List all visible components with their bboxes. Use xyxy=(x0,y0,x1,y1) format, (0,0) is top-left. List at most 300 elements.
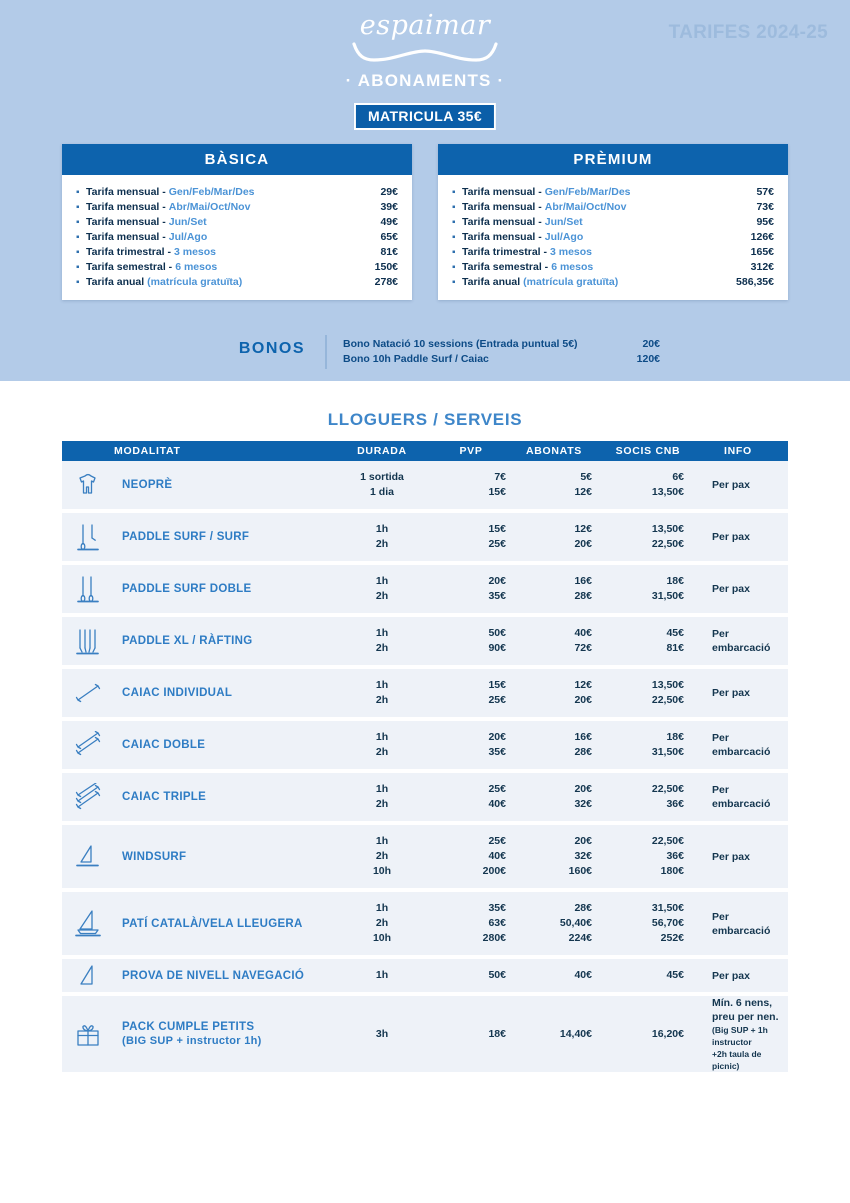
plan-price: 278€ xyxy=(374,275,398,288)
plan-price: 586,35€ xyxy=(736,275,774,288)
table-row xyxy=(62,565,788,613)
durada-value: 10h xyxy=(372,865,392,877)
pvp-value: 63€ xyxy=(488,917,506,929)
socis-cnb-value: 36€ xyxy=(666,850,684,862)
pvp-value: 25€ xyxy=(488,835,506,847)
pvp-value: 280€ xyxy=(482,932,506,944)
socis-cnb-value: 31,50€ xyxy=(651,746,684,758)
bonos-prices xyxy=(600,337,660,367)
card-basica-rows xyxy=(62,175,412,300)
plan-price: 73€ xyxy=(756,200,774,213)
abonats-cell xyxy=(510,825,598,888)
plan-price: 29€ xyxy=(380,185,398,198)
durada-cell xyxy=(332,721,432,769)
table-row xyxy=(62,959,788,992)
table-row xyxy=(62,825,788,888)
modality-name: PATÍ CATALÀ/VELA LLEUGERA xyxy=(122,917,303,930)
bullet-icon: ▪ xyxy=(452,261,456,273)
abonats-cell xyxy=(510,892,598,955)
modality-name: NEOPRÈ xyxy=(122,479,173,491)
plan-price: 95€ xyxy=(756,215,774,228)
pvp-cell xyxy=(432,617,510,665)
abonats-cell xyxy=(510,996,598,1072)
durada-cell xyxy=(332,669,432,717)
info-cell xyxy=(698,565,788,613)
socis-cnb-cell xyxy=(598,825,698,888)
info-cell xyxy=(698,996,788,1072)
plan-label: Tarifa trimestral - xyxy=(86,245,171,258)
durada-value: 2h xyxy=(375,850,389,862)
wave-icon xyxy=(350,40,500,64)
durada-cell xyxy=(332,825,432,888)
card-premium-title: PRÈMIUM xyxy=(438,144,788,175)
durada-value: 1h xyxy=(375,679,389,691)
plan-sub: Gen/Feb/Mar/Des xyxy=(544,185,631,198)
bullet-icon: ▪ xyxy=(76,261,80,273)
socis-cnb-cell xyxy=(598,996,698,1072)
modality-cell xyxy=(114,565,332,613)
pvp-value: 35€ xyxy=(488,902,506,914)
pvp-cell xyxy=(432,996,510,1072)
abonats-value: 12€ xyxy=(574,486,592,498)
info-cell xyxy=(698,892,788,955)
abonats-value: 32€ xyxy=(574,798,592,810)
card-premium-rows xyxy=(438,175,788,300)
info-note: (Big SUP + 1h instructor +2h taula de picnic) xyxy=(712,1025,768,1071)
modality-name: PROVA DE NIVELL NAVEGACIÓ xyxy=(122,969,305,982)
socis-cnb-value: 45€ xyxy=(666,969,684,981)
modality-name: PACK CUMPLE PETITS (BIG SUP + instructor 1h) xyxy=(122,1021,262,1047)
durada-cell xyxy=(332,959,432,992)
plan-row xyxy=(76,199,398,214)
plan-sub: 6 mesos xyxy=(175,260,218,273)
abonats-value: 32€ xyxy=(574,850,592,862)
table-row xyxy=(62,461,788,509)
pvp-value: 50€ xyxy=(488,627,506,639)
durada-value: 2h xyxy=(375,694,389,706)
pvp-value: 20€ xyxy=(488,731,506,743)
services-table-header xyxy=(62,441,788,461)
durada-cell xyxy=(332,892,432,955)
socis-cnb-value: 13,50€ xyxy=(651,523,684,535)
socis-cnb-value: 180€ xyxy=(660,865,684,877)
abonats-value: 160€ xyxy=(568,865,592,877)
plan-sub: Abr/Mai/Oct/Nov xyxy=(168,200,251,213)
plan-price: 49€ xyxy=(380,215,398,228)
pvp-value: 15€ xyxy=(488,486,506,498)
windsurf-icon xyxy=(62,825,114,888)
plan-sub: (matrícula gratuïta) xyxy=(147,275,243,288)
modality-name: PADDLE SURF DOBLE xyxy=(122,583,252,595)
bullet-icon: ▪ xyxy=(76,231,80,243)
bonos-item-price: 120€ xyxy=(636,353,660,365)
durada-cell xyxy=(332,996,432,1072)
pvp-cell xyxy=(432,461,510,509)
durada-cell xyxy=(332,773,432,821)
pvp-cell xyxy=(432,513,510,561)
abonats-cell xyxy=(510,721,598,769)
durada-cell xyxy=(332,513,432,561)
paddle-xl-icon xyxy=(62,617,114,665)
info-text: Per embarcació xyxy=(712,732,771,758)
column-header-pvp: PVP xyxy=(459,445,483,457)
plan-label: Tarifa mensual - xyxy=(462,200,542,213)
plan-sub: Gen/Feb/Mar/Des xyxy=(168,185,255,198)
socis-cnb-cell xyxy=(598,513,698,561)
sail-test-icon xyxy=(62,959,114,992)
plan-price: 81€ xyxy=(380,245,398,258)
abonats-cell xyxy=(510,617,598,665)
plan-sub: 3 mesos xyxy=(550,245,593,258)
durada-value: 2h xyxy=(375,590,389,602)
durada-value: 1 sortida xyxy=(360,471,404,483)
table-row xyxy=(62,721,788,769)
tarifes-year-label: TARIFES 2024-25 xyxy=(668,22,828,43)
abonats-value: 20€ xyxy=(574,538,592,550)
info-cell xyxy=(698,513,788,561)
pvp-cell xyxy=(432,773,510,821)
info-text: Per pax xyxy=(712,479,750,491)
abonats-value: 28€ xyxy=(574,902,592,914)
bullet-icon: ▪ xyxy=(452,231,456,243)
header-band xyxy=(0,0,850,381)
modality-cell xyxy=(114,996,332,1072)
modality-cell xyxy=(114,669,332,717)
abonats-value: 50,40€ xyxy=(559,917,592,929)
plan-sub: 3 mesos xyxy=(174,245,217,258)
abonats-value: 28€ xyxy=(574,590,592,602)
modality-name: WINDSURF xyxy=(122,850,187,863)
pvp-value: 35€ xyxy=(488,746,506,758)
socis-cnb-value: 13,50€ xyxy=(651,679,684,691)
column-header-info: INFO xyxy=(724,445,752,457)
pvp-value: 90€ xyxy=(488,642,506,654)
gift-icon xyxy=(62,996,114,1072)
socis-cnb-value: 36€ xyxy=(666,798,684,810)
socis-cnb-cell xyxy=(598,773,698,821)
pvp-value: 25€ xyxy=(488,694,506,706)
durada-value: 2h xyxy=(375,917,389,929)
durada-value: 1h xyxy=(375,835,389,847)
socis-cnb-value: 31,50€ xyxy=(651,902,684,914)
bullet-icon: ▪ xyxy=(76,201,80,213)
services-rows xyxy=(62,461,788,1072)
info-cell xyxy=(698,617,788,665)
durada-value: 2h xyxy=(375,642,389,654)
bonos-label: BONOS xyxy=(238,340,305,357)
info-text: Per pax xyxy=(712,531,750,543)
plan-row xyxy=(452,229,774,244)
plan-row xyxy=(76,259,398,274)
plan-row xyxy=(76,184,398,199)
bullet-icon: ▪ xyxy=(452,246,456,258)
bullet-icon: ▪ xyxy=(452,186,456,198)
socis-cnb-cell xyxy=(598,892,698,955)
card-premium xyxy=(438,144,788,300)
paddle-surf-icon xyxy=(62,513,114,561)
pvp-cell xyxy=(432,669,510,717)
plan-label: Tarifa mensual - xyxy=(462,230,542,243)
plan-row xyxy=(76,274,398,289)
pvp-value: 200€ xyxy=(482,865,506,877)
abonats-value: 40€ xyxy=(574,627,592,639)
table-row xyxy=(62,513,788,561)
info-cell xyxy=(698,461,788,509)
pvp-cell xyxy=(432,721,510,769)
plan-row xyxy=(452,274,774,289)
abonats-value: 14,40€ xyxy=(559,1027,592,1040)
plan-price: 57€ xyxy=(756,185,774,198)
column-header-abonats: ABONATS xyxy=(525,445,583,457)
pvp-cell xyxy=(432,825,510,888)
modality-cell xyxy=(114,461,332,509)
paddle-surf-doble-icon xyxy=(62,565,114,613)
durada-value: 2h xyxy=(375,538,389,550)
abonats-value: 224€ xyxy=(568,932,592,944)
socis-cnb-value: 22,50€ xyxy=(651,835,684,847)
info-cell xyxy=(698,669,788,717)
plan-row xyxy=(76,214,398,229)
socis-cnb-cell xyxy=(598,669,698,717)
abonats-value: 16€ xyxy=(574,731,592,743)
plan-sub: 6 mesos xyxy=(551,260,594,273)
info-text: Per pax xyxy=(712,583,750,595)
pvp-value: 25€ xyxy=(488,783,506,795)
bullet-icon: ▪ xyxy=(76,276,80,288)
plan-label: Tarifa mensual - xyxy=(86,185,166,198)
modality-name: CAIAC DOBLE xyxy=(122,739,206,751)
plan-sub: Jul/Ago xyxy=(544,230,584,243)
durada-value: 1h xyxy=(375,969,389,981)
plan-row xyxy=(76,244,398,259)
plan-label: Tarifa semestral - xyxy=(86,260,173,273)
kayak-individual-icon xyxy=(62,669,114,717)
bullet-icon: ▪ xyxy=(76,246,80,258)
socis-cnb-value: 6€ xyxy=(672,471,684,483)
plan-price: 65€ xyxy=(380,230,398,243)
kayak-triple-icon xyxy=(62,773,114,821)
modality-cell xyxy=(114,721,332,769)
bullet-icon: ▪ xyxy=(452,276,456,288)
modality-name: PADDLE SURF / SURF xyxy=(122,531,250,543)
abonats-value: 28€ xyxy=(574,746,592,758)
durada-value: 10h xyxy=(372,932,392,944)
bullet-icon: ▪ xyxy=(452,216,456,228)
durada-value: 1h xyxy=(375,783,389,795)
modality-cell xyxy=(114,825,332,888)
plan-sub: Abr/Mai/Oct/Nov xyxy=(544,200,627,213)
plan-label: Tarifa anual xyxy=(462,275,521,288)
socis-cnb-value: 81€ xyxy=(666,642,684,654)
modality-cell xyxy=(114,892,332,955)
matricula-badge: MATRICULA 35€ xyxy=(354,103,496,130)
modality-cell xyxy=(114,617,332,665)
plan-sub: (matrícula gratuïta) xyxy=(523,275,619,288)
bonos-item-name: Bono Natació 10 sessions (Entrada puntual 5€) xyxy=(343,338,578,350)
table-row xyxy=(62,996,788,1072)
info-cell xyxy=(698,773,788,821)
plan-price: 126€ xyxy=(750,230,774,243)
services-title: LLOGUERS / SERVEIS xyxy=(327,410,523,429)
socis-cnb-cell xyxy=(598,461,698,509)
socis-cnb-cell xyxy=(598,617,698,665)
socis-cnb-value: 18€ xyxy=(666,575,684,587)
abonats-value: 20€ xyxy=(574,835,592,847)
durada-value: 1h xyxy=(375,575,389,587)
plan-label: Tarifa mensual - xyxy=(86,215,166,228)
abonats-cell xyxy=(510,773,598,821)
table-row xyxy=(62,773,788,821)
info-cell xyxy=(698,721,788,769)
bonos-divider xyxy=(325,335,327,369)
info-text: Per embarcació xyxy=(712,628,771,654)
abonats-cell xyxy=(510,461,598,509)
abonats-value: 20€ xyxy=(574,783,592,795)
section-title-abonaments: · ABONAMENTS · xyxy=(345,71,505,90)
abonats-cell xyxy=(510,669,598,717)
info-text: Per embarcació xyxy=(712,784,771,810)
bullet-icon: ▪ xyxy=(452,201,456,213)
card-basica xyxy=(62,144,412,300)
table-row xyxy=(62,617,788,665)
info-cell xyxy=(698,959,788,992)
plan-price: 312€ xyxy=(750,260,774,273)
durada-cell xyxy=(332,565,432,613)
modality-name: CAIAC TRIPLE xyxy=(122,791,207,803)
bullet-icon: ▪ xyxy=(76,216,80,228)
socis-cnb-value: 13,50€ xyxy=(651,486,684,498)
abonats-cell xyxy=(510,959,598,992)
plan-label: Tarifa mensual - xyxy=(462,215,542,228)
pvp-cell xyxy=(432,959,510,992)
services-table xyxy=(62,441,788,1076)
socis-cnb-value: 45€ xyxy=(666,627,684,639)
plan-label: Tarifa mensual - xyxy=(462,185,542,198)
info-text: Mín. 6 nens, preu per nen. xyxy=(712,997,779,1023)
pvp-value: 35€ xyxy=(488,590,506,602)
info-text: Per pax xyxy=(712,687,750,699)
durada-value: 1h xyxy=(375,523,389,535)
bullet-icon: ▪ xyxy=(76,186,80,198)
socis-cnb-value: 22,50€ xyxy=(651,783,684,795)
plan-row xyxy=(452,199,774,214)
plan-row xyxy=(76,229,398,244)
wetsuit-icon xyxy=(62,461,114,509)
socis-cnb-value: 56,70€ xyxy=(651,917,684,929)
plan-row xyxy=(452,259,774,274)
modality-cell xyxy=(114,959,332,992)
plan-price: 150€ xyxy=(374,260,398,273)
info-cell xyxy=(698,825,788,888)
bonos-item-name: Bono 10h Paddle Surf / Caiac xyxy=(343,353,489,365)
plan-label: Tarifa mensual - xyxy=(86,200,166,213)
pvp-value: 20€ xyxy=(488,575,506,587)
column-header-socis-cnb: SOCIS CNB xyxy=(615,445,681,457)
abonats-value: 40€ xyxy=(574,969,592,981)
plan-label: Tarifa anual xyxy=(86,275,145,288)
socis-cnb-value: 252€ xyxy=(660,932,684,944)
plan-price: 39€ xyxy=(380,200,398,213)
info-text: Per embarcació xyxy=(712,910,771,937)
plan-sub: Jun/Set xyxy=(544,215,583,228)
abonats-value: 5€ xyxy=(580,471,592,483)
plan-label: Tarifa trimestral - xyxy=(462,245,547,258)
durada-value: 2h xyxy=(375,746,389,758)
pvp-value: 15€ xyxy=(488,523,506,535)
pvp-cell xyxy=(432,892,510,955)
bonos-section xyxy=(0,333,850,377)
durada-value: 1h xyxy=(375,902,389,914)
durada-cell xyxy=(332,617,432,665)
plan-row xyxy=(452,244,774,259)
socis-cnb-value: 18€ xyxy=(666,731,684,743)
card-basica-title: BÀSICA xyxy=(62,144,412,175)
abonats-cell xyxy=(510,513,598,561)
pvp-value: 7€ xyxy=(494,471,506,483)
abonats-value: 12€ xyxy=(574,523,592,535)
table-row xyxy=(62,669,788,717)
plan-label: Tarifa mensual - xyxy=(86,230,166,243)
brand-name: espaimar xyxy=(359,10,491,41)
abonats-value: 12€ xyxy=(574,679,592,691)
plan-price: 165€ xyxy=(750,245,774,258)
socis-cnb-value: 22,50€ xyxy=(651,538,684,550)
modality-name: PADDLE XL / RÀFTING xyxy=(122,635,253,647)
plan-sub: Jun/Set xyxy=(168,215,207,228)
plan-label: Tarifa semestral - xyxy=(462,260,549,273)
info-text: Per pax xyxy=(712,969,750,982)
socis-cnb-cell xyxy=(598,959,698,992)
abonats-value: 20€ xyxy=(574,694,592,706)
durada-cell xyxy=(332,461,432,509)
pvp-value: 40€ xyxy=(488,798,506,810)
bonos-item-price: 20€ xyxy=(642,338,660,350)
kayak-doble-icon xyxy=(62,721,114,769)
plan-sub: Jul/Ago xyxy=(168,230,208,243)
column-header-durada: DURADA xyxy=(357,445,407,457)
column-header-modalitat: MODALITAT xyxy=(114,445,181,457)
durada-value: 2h xyxy=(375,798,389,810)
abonats-cell xyxy=(510,565,598,613)
table-row xyxy=(62,892,788,955)
durada-value: 3h xyxy=(375,1027,389,1040)
plan-row xyxy=(452,184,774,199)
modality-subtitle: (BIG SUP + instructor 1h) xyxy=(122,1035,262,1047)
pvp-value: 25€ xyxy=(488,538,506,550)
pvp-value: 50€ xyxy=(488,969,506,981)
modality-cell xyxy=(114,513,332,561)
abonats-value: 72€ xyxy=(574,642,592,654)
pvp-cell xyxy=(432,565,510,613)
durada-value: 1h xyxy=(375,627,389,639)
pvp-value: 15€ xyxy=(488,679,506,691)
socis-cnb-value: 22,50€ xyxy=(651,694,684,706)
socis-cnb-cell xyxy=(598,565,698,613)
info-text: Per pax xyxy=(712,850,750,863)
modality-name: CAIAC INDIVIDUAL xyxy=(122,687,233,699)
pvp-value: 18€ xyxy=(488,1027,506,1040)
socis-cnb-value: 31,50€ xyxy=(651,590,684,602)
durada-value: 1 dia xyxy=(370,486,394,498)
socis-cnb-cell xyxy=(598,721,698,769)
sailboat-icon xyxy=(62,892,114,955)
pvp-value: 40€ xyxy=(488,850,506,862)
modality-cell xyxy=(114,773,332,821)
abonats-value: 16€ xyxy=(574,575,592,587)
plan-row xyxy=(452,214,774,229)
socis-cnb-value: 16,20€ xyxy=(651,1027,684,1040)
durada-value: 1h xyxy=(375,731,389,743)
